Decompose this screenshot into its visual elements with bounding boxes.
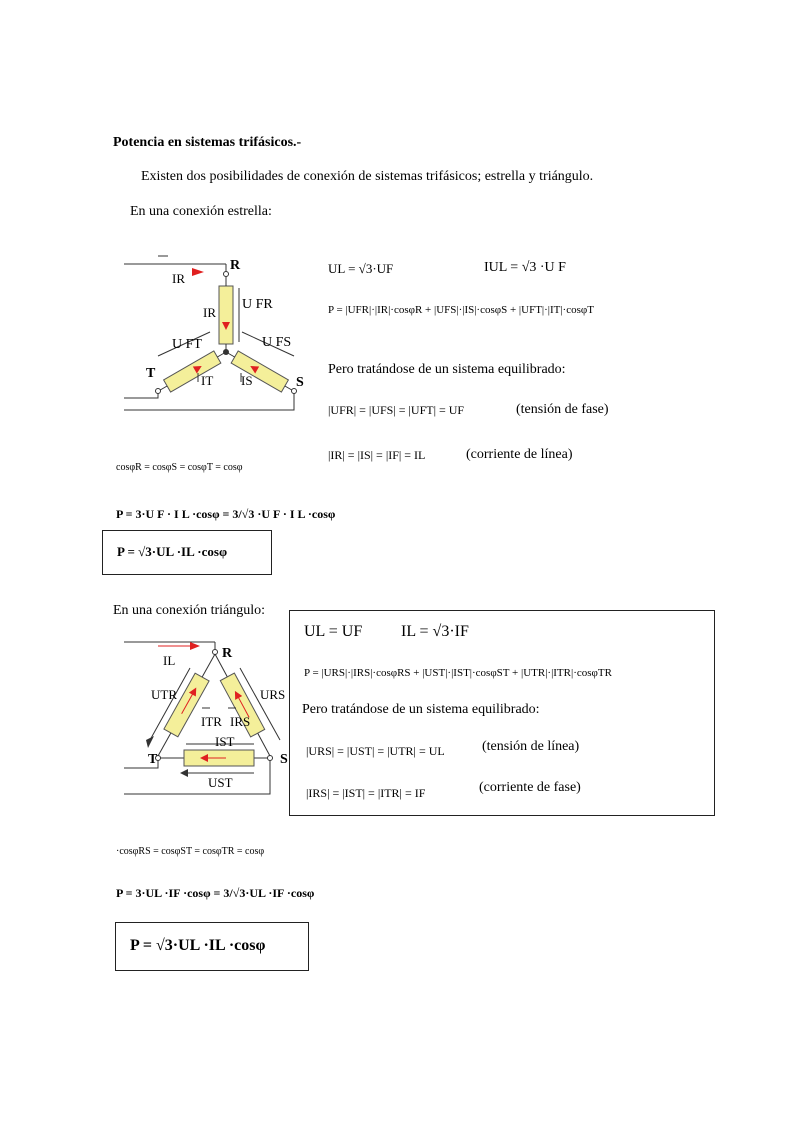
delta-voltage-UTR-label: UTR xyxy=(151,687,177,702)
star-eq-ul: UL = √3·UF xyxy=(328,261,394,276)
phase-current-IS-label: IS xyxy=(241,373,253,388)
delta-node-R-label: R xyxy=(222,646,233,661)
delta-voltage-UST-label: UST xyxy=(208,775,233,790)
star-heading: En una conexión estrella: xyxy=(130,204,272,219)
delta-eq-currents-note: (corriente de fase) xyxy=(479,780,581,795)
delta-current-IST-label: IST xyxy=(215,734,235,749)
node-S-label: S xyxy=(296,375,304,390)
star-eq-cos: cosφR = cosφS = cosφT = cosφ xyxy=(116,462,243,473)
star-eq-voltages: |UFR| = |UFS| = |UFT| = UF xyxy=(328,403,465,417)
delta-voltage-URS-label: URS xyxy=(260,687,286,702)
node-R-label: R xyxy=(230,258,241,273)
star-circuit-diagram xyxy=(118,248,318,418)
star-eq-power: P = |UFR|·|IR|·cosφR + |UFS|·|IS|·cosφS + |UFT|·|IT|·cosφT xyxy=(328,304,594,316)
node-T-label: T xyxy=(146,366,156,381)
star-eq-voltages-note: (tensión de fase) xyxy=(516,402,609,417)
star-eq-power-balanced: P = 3·U F · I L ·cosφ = 3/√3 ·U F · I L ·cosφ xyxy=(116,507,336,521)
delta-equations-box xyxy=(289,610,715,816)
star-eq-currents-note: (corriente de línea) xyxy=(466,447,573,462)
delta-eq-ul: UL = UF xyxy=(304,623,363,640)
phase-current-IR-label: IR xyxy=(203,305,216,320)
delta-balanced-text: Pero tratándose de un sistema equilibrado: xyxy=(302,702,540,717)
star-eq-currents: |IR| = |IS| = |IF| = IL xyxy=(328,448,426,462)
voltage-UFS-label: U FS xyxy=(262,335,292,350)
delta-current-IRS-label: IRS xyxy=(230,714,251,729)
delta-line-current-IL-label: IL xyxy=(163,653,176,668)
star-final-formula-box xyxy=(102,530,272,575)
delta-eq-power: P = |URS|·|IRS|·cosφRS + |UST|·|IST|·cosφST + |UTR|·|ITR|·cosφTR xyxy=(304,667,612,679)
phase-current-IT-label: IT xyxy=(201,373,214,388)
voltage-UFR-label: U FR xyxy=(242,297,273,312)
delta-node-S-label: S xyxy=(280,752,288,767)
star-balanced-text: Pero tratándose de un sistema equilibrado: xyxy=(328,362,566,377)
star-eq-iul: IUL = √3 ·U F xyxy=(484,260,566,275)
intro-text: Existen dos posibilidades de conexión de sistemas trifásicos; estrella y triángulo. xyxy=(141,169,594,184)
delta-eq-il: IL = √3·IF xyxy=(401,623,469,640)
delta-final-formula: P = √3·UL ·IL ·cosφ xyxy=(130,937,266,954)
delta-heading: En una conexión triángulo: xyxy=(113,603,266,618)
delta-eq-voltages: |URS| = |UST| = |UTR| = UL xyxy=(306,744,445,758)
delta-node-T-label: T xyxy=(148,752,158,767)
delta-eq-cos: ·cosφRS = cosφST = cosφTR = cosφ xyxy=(116,846,265,857)
page-title: Potencia en sistemas trifásicos.- xyxy=(113,135,302,150)
delta-current-ITR-label: ITR xyxy=(201,714,222,729)
star-final-formula: P = √3·UL ·IL ·cosφ xyxy=(117,544,228,559)
voltage-UFT-label: U FT xyxy=(172,337,202,352)
line-current-IR-label: IR xyxy=(172,271,185,286)
delta-eq-voltages-note: (tensión de línea) xyxy=(482,739,580,754)
delta-final-formula-box xyxy=(115,922,309,971)
delta-eq-currents: |IRS| = |IST| = |ITR| = IF xyxy=(306,786,426,800)
delta-eq-power-balanced: P = 3·UL ·IF ·cosφ = 3/√3·UL ·IF ·cosφ xyxy=(116,886,315,900)
